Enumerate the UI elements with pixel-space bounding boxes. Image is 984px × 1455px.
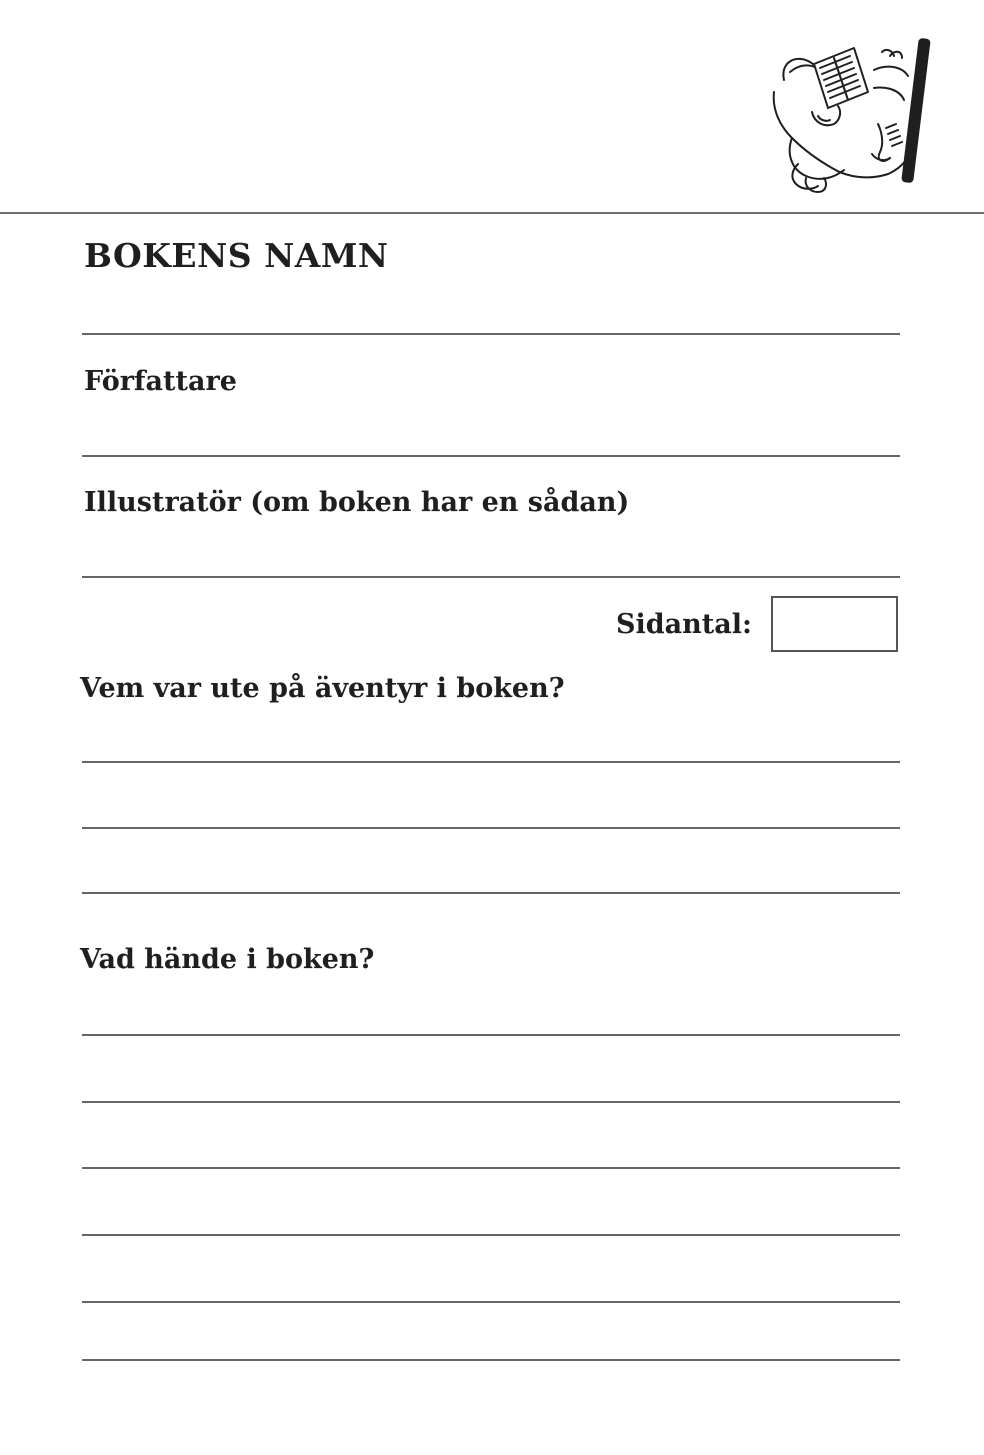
events-answer-line[interactable]: [82, 1359, 900, 1361]
events-answer-line[interactable]: [82, 1034, 900, 1036]
events-answer-line[interactable]: [82, 1301, 900, 1303]
author-answer-line[interactable]: [82, 455, 900, 457]
events-answer-line[interactable]: [82, 1101, 900, 1103]
events-answer-line[interactable]: [82, 1234, 900, 1236]
adventurers-answer-line[interactable]: [82, 892, 900, 894]
page-count-label: Sidantal:: [616, 609, 752, 640]
page-count-box[interactable]: [771, 596, 898, 652]
adventurers-question: Vem var ute på äventyr i boken?: [80, 673, 565, 704]
events-answer-line[interactable]: [82, 1167, 900, 1169]
book-title-label: BOKENS NAMN: [84, 236, 389, 275]
header-divider: [0, 212, 984, 214]
adventurers-answer-line[interactable]: [82, 827, 900, 829]
events-question: Vad hände i boken?: [80, 944, 375, 975]
moomin-reading-book-icon: [762, 28, 954, 210]
book-title-answer-line[interactable]: [82, 333, 900, 335]
illustrator-answer-line[interactable]: [82, 576, 900, 578]
author-label: Författare: [84, 366, 237, 397]
illustrator-label: Illustratör (om boken har en sådan): [84, 487, 630, 518]
adventurers-answer-line[interactable]: [82, 761, 900, 763]
